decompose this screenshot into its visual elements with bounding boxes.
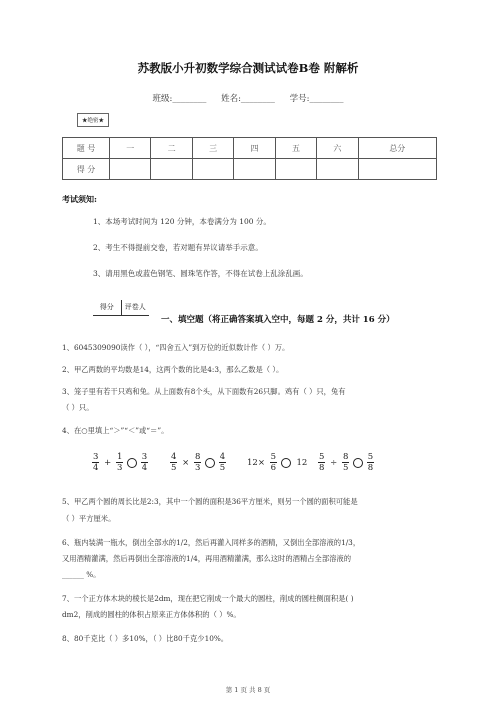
score-header-cell: 四	[234, 138, 275, 159]
score-header-cell: 五	[275, 138, 316, 159]
score-header-cell: 二	[151, 138, 192, 159]
compare-circle[interactable]	[281, 458, 291, 468]
question-3-line-2: （ ）只。	[62, 403, 94, 412]
score-table-header-row	[63, 138, 437, 159]
confidential-badge: ★绝密★	[77, 113, 109, 127]
score-header-cell: 一	[110, 138, 151, 159]
question-7-line-1: 7、一个正方体木块的棱长是2dm，现在把它削成一个最大的圆柱，削成的圆柱侧面积是( )	[62, 594, 354, 603]
compare-circle[interactable]	[205, 458, 215, 468]
question-5-line-1: 5、甲乙两个圆的周长比是2:3，其中一个圆的面积是36平方厘米，则另一个圆的面积可能是	[62, 497, 358, 506]
question-6-line-3: ______ %。	[62, 570, 101, 579]
student-id-field[interactable]: 学号:________	[289, 94, 344, 104]
scorer-box	[93, 300, 149, 316]
student-info-fields	[0, 92, 496, 104]
class-field[interactable]: 班级:________	[152, 94, 207, 104]
scorer-box-reviewer-label: 评卷人	[124, 303, 146, 311]
question-5-line-2: （ ）平方厘米。	[62, 514, 116, 523]
question-2: 2、甲乙两数的平均数是14，这两个数的比是4:3，那么乙数是（ ）。	[62, 365, 284, 374]
score-cell[interactable]	[192, 159, 233, 180]
scorer-box-score-label: 得分	[93, 300, 122, 315]
compare-expression-4: $\frac{5}{8}$ ÷ $\frac{8}{5}$ $\frac{5}{8}$	[319, 452, 374, 473]
question-7-line-2: dm2，削成的圆柱的体积占原来正方体体积的（ ）%。	[62, 610, 241, 619]
compare-circle[interactable]	[353, 458, 363, 468]
score-table	[62, 137, 437, 180]
question-3-line-1: 3、笼子里有若干只鸡和兔。从上面数有8个头，从下面数有26只脚。鸡有（ ）只，兔有	[62, 387, 346, 396]
score-table-score-row	[63, 159, 437, 180]
section-1-heading: 一、填空题（将正确答案填入空中，每题 2 分，共计 16 分）	[161, 315, 395, 325]
name-field[interactable]: 姓名:________	[221, 94, 275, 104]
compare-expression-1: $\frac{3}{4}$ + $\frac{1}{3}$ $\frac{3}{4}$	[93, 452, 148, 473]
score-header-cell: 总分	[358, 138, 436, 159]
score-row-label: 得 分	[63, 159, 110, 180]
notice-item: 1、本场考试时间为 120 分钟，本卷满分为 100 分。	[93, 217, 271, 226]
score-header-cell: 题 号	[63, 138, 110, 159]
notice-item: 2、考生不得提前交卷，若对题有异议请举手示意。	[93, 243, 263, 252]
score-cell[interactable]	[151, 159, 192, 180]
page-footer: 第 1 页 共 8 页	[225, 686, 271, 694]
compare-expression-2: $\frac{4}{5}$ × $\frac{8}{3}$ $\frac{4}{5}$	[171, 452, 226, 473]
question-1: 1、6045309090读作（ ），“四舍五入”到万位的近似数计作（ ）万。	[62, 343, 290, 352]
question-6-line-1: 6、瓶内装满一瓶水，倒出全部水的1/2，然后再灌入同样多的酒精，又倒出全部溶液的1/3，	[62, 538, 361, 547]
score-cell[interactable]	[234, 159, 275, 180]
score-cell[interactable]	[275, 159, 316, 180]
score-cell[interactable]	[110, 159, 151, 180]
score-cell[interactable]	[317, 159, 358, 180]
question-8: 8、80千克比（ ）多10%，（ ）比80千克少10%。	[62, 634, 229, 643]
score-cell[interactable]	[358, 159, 436, 180]
score-header-cell: 六	[317, 138, 358, 159]
notice-item: 3、请用黑色或蓝色钢笔、圆珠笔作答，不得在试卷上乱涂乱画。	[93, 269, 308, 278]
score-header-cell: 三	[192, 138, 233, 159]
question-4: 4、在○里填上“＞”“＜”或“＝”。	[62, 426, 169, 435]
question-6-line-2: 又用酒精灌满，然后再倒出全部溶液的1/4，再用酒精灌满，那么这时的酒精占全部溶液的	[62, 554, 352, 563]
notice-title: 考试须知:	[62, 194, 97, 204]
compare-circle[interactable]	[127, 458, 137, 468]
page-title: 苏教版小升初数学综合测试试卷B卷 附解析	[137, 61, 359, 75]
compare-expression-3: 12× $\frac{5}{6}$ 12	[247, 452, 308, 473]
